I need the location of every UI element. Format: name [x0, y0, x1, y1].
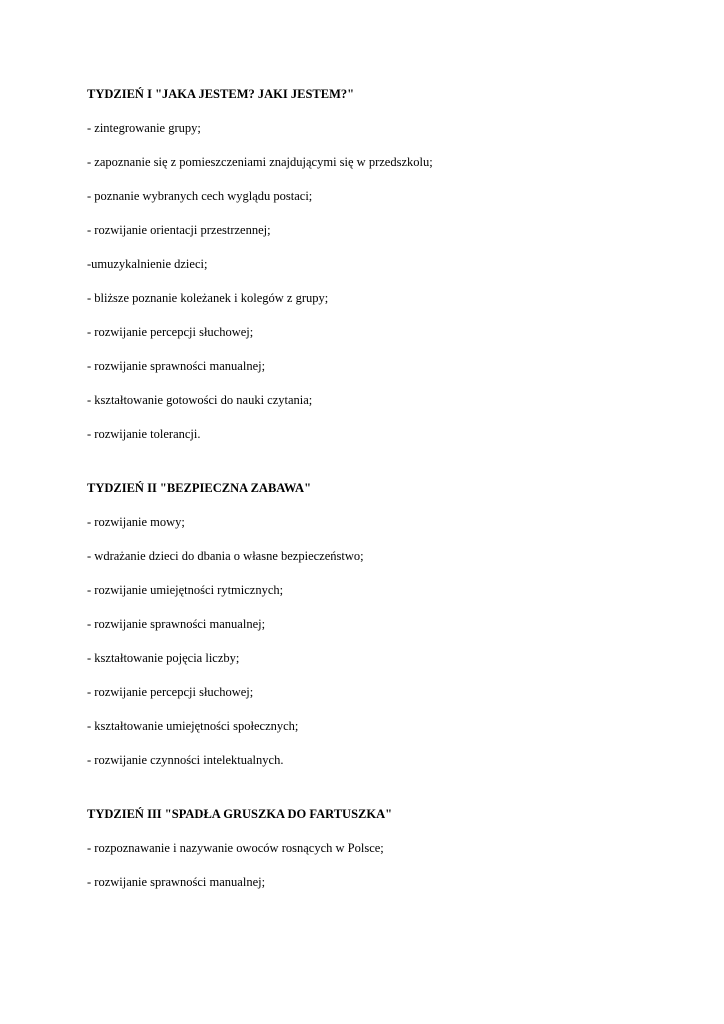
list-item: - rozwijanie sprawności manualnej;: [87, 359, 266, 373]
week-2-section: [87, 477, 684, 771]
week-1-section: [87, 83, 684, 445]
week-2-heading: TYDZIEŃ II "BEZPIECZNA ZABAWA": [87, 481, 312, 495]
list-item: - zapoznanie się z pomieszczeniami znajdującymi się w przedszkolu;: [87, 155, 433, 169]
list-item: - rozwijanie tolerancji.: [87, 427, 201, 441]
list-item: - rozwijanie mowy;: [87, 515, 185, 529]
week-1-heading: TYDZIEŃ I "JAKA JESTEM? JAKI JESTEM?": [87, 87, 355, 101]
list-item: - rozwijanie czynności intelektualnych.: [87, 753, 284, 767]
list-item: - rozwijanie percepcji słuchowej;: [87, 685, 254, 699]
list-item: - kształtowanie gotowości do nauki czytania;: [87, 393, 313, 407]
list-item: -umuzykalnienie dzieci;: [87, 257, 208, 271]
list-item: - kształtowanie pojęcia liczby;: [87, 651, 240, 665]
week-3-heading: TYDZIEŃ III "SPADŁA GRUSZKA DO FARTUSZKA": [87, 807, 393, 821]
list-item: - rozwijanie umiejętności rytmicznych;: [87, 583, 284, 597]
list-item: - kształtowanie umiejętności społecznych;: [87, 719, 299, 733]
list-item: - rozwijanie percepcji słuchowej;: [87, 325, 254, 339]
list-item: - rozwijanie orientacji przestrzennej;: [87, 223, 271, 237]
week-3-section: [87, 803, 684, 893]
list-item: - rozwijanie sprawności manualnej;: [87, 617, 266, 631]
list-item: - wdrażanie dzieci do dbania o własne bezpieczeństwo;: [87, 549, 364, 563]
list-item: - zintegrowanie grupy;: [87, 121, 201, 135]
list-item: - poznanie wybranych cech wyglądu postaci;: [87, 189, 313, 203]
list-item: - rozwijanie sprawności manualnej;: [87, 875, 266, 889]
list-item: - rozpoznawanie i nazywanie owoców rosnących w Polsce;: [87, 841, 384, 855]
list-item: - bliższe poznanie koleżanek i kolegów z grupy;: [87, 291, 329, 305]
